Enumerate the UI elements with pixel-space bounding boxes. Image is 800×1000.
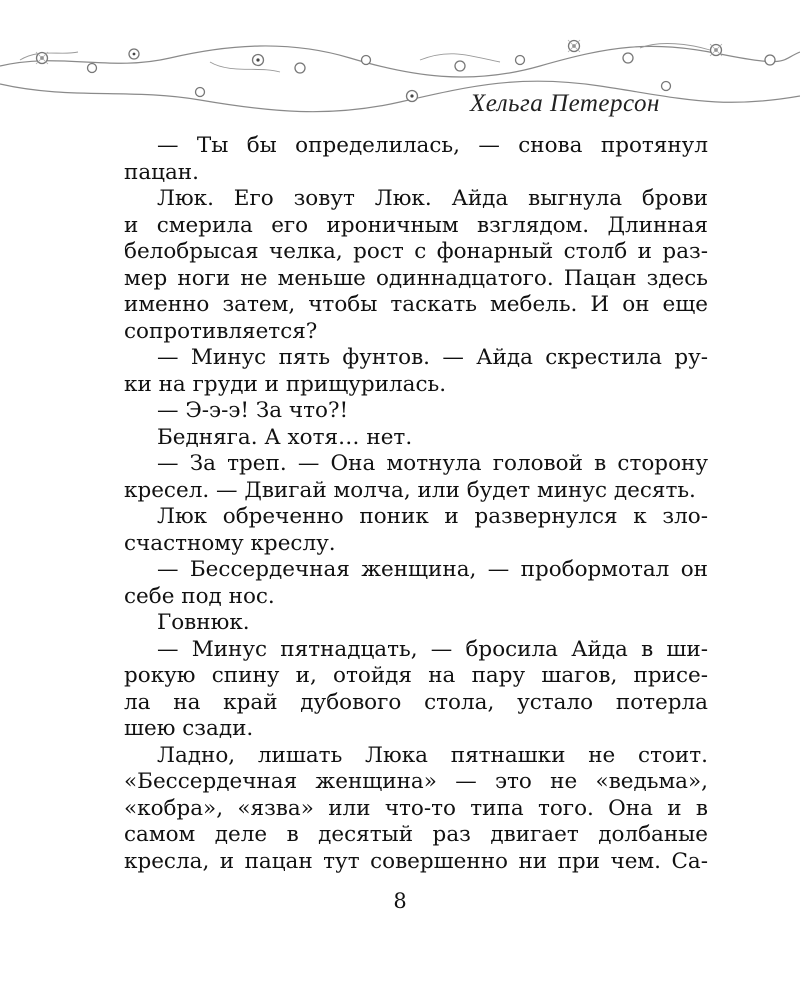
text-line: — Э-э-э! За что?! <box>157 398 349 423</box>
header-ornament <box>0 0 800 140</box>
text-line: себе под нос. <box>124 583 275 609</box>
text-line: «Бессердечная женщина» — это не «ведьма», <box>124 769 708 794</box>
text-line: счастному креслу. <box>124 530 336 556</box>
text-line: Говнюк. <box>157 610 250 635</box>
text-line: Ладно, лишать Люка пятнашки не стоит. <box>157 742 708 768</box>
text-line: именно затем, чтобы таскать мебель. И он еще <box>124 292 708 317</box>
text-line: сопротивляется? <box>124 318 318 344</box>
text-line: — Ты бы определилась, — снова протянул <box>157 133 708 158</box>
text-line: Люк обреченно поник и развернулся к зло- <box>157 504 708 529</box>
text-line: — Минус пять фунтов. — Айда скрестила ру- <box>157 345 708 370</box>
text-line: кресла, и пацан тут совершенно ни при чем. Са- <box>124 848 708 874</box>
text-line: мер ноги не меньше одиннадцатого. Пацан здесь <box>124 265 708 291</box>
text-line: белобрысая челка, рост с фонарный столб и раз- <box>124 239 708 264</box>
text-line: рокую спину и, отойдя на пару шагов, присе- <box>124 663 708 688</box>
body-text <box>124 133 708 875</box>
text-line: «кобра», «язва» или что-то типа того. Она и в <box>124 795 708 821</box>
text-line: — За треп. — Она мотнула головой в сторону <box>157 451 708 476</box>
text-line: и смерила его ироничным взглядом. Длинная <box>124 212 708 238</box>
page-number: 8 <box>393 889 407 913</box>
text-line: самом деле в десятый раз двигает долбаные <box>124 822 708 847</box>
text-line: пацан. <box>124 159 199 185</box>
text-line: ла на край дубового стола, устало потерла <box>124 689 708 715</box>
text-line: — Бессердечная женщина, — пробормотал он <box>157 557 708 582</box>
text-line: Люк. Его зовут Люк. Айда выгнула брови <box>157 186 708 211</box>
running-header-author: Хельга Петерсон <box>470 90 660 117</box>
text-line: Бедняга. А хотя… нет. <box>157 424 413 450</box>
text-line: шею сзади. <box>124 716 254 741</box>
text-line: — Минус пятнадцать, — бросила Айда в ши- <box>157 636 708 662</box>
text-line: кресел. — Двигай молча, или будет минус десять. <box>124 477 696 503</box>
text-line: ки на груди и прищурилась. <box>124 371 447 397</box>
